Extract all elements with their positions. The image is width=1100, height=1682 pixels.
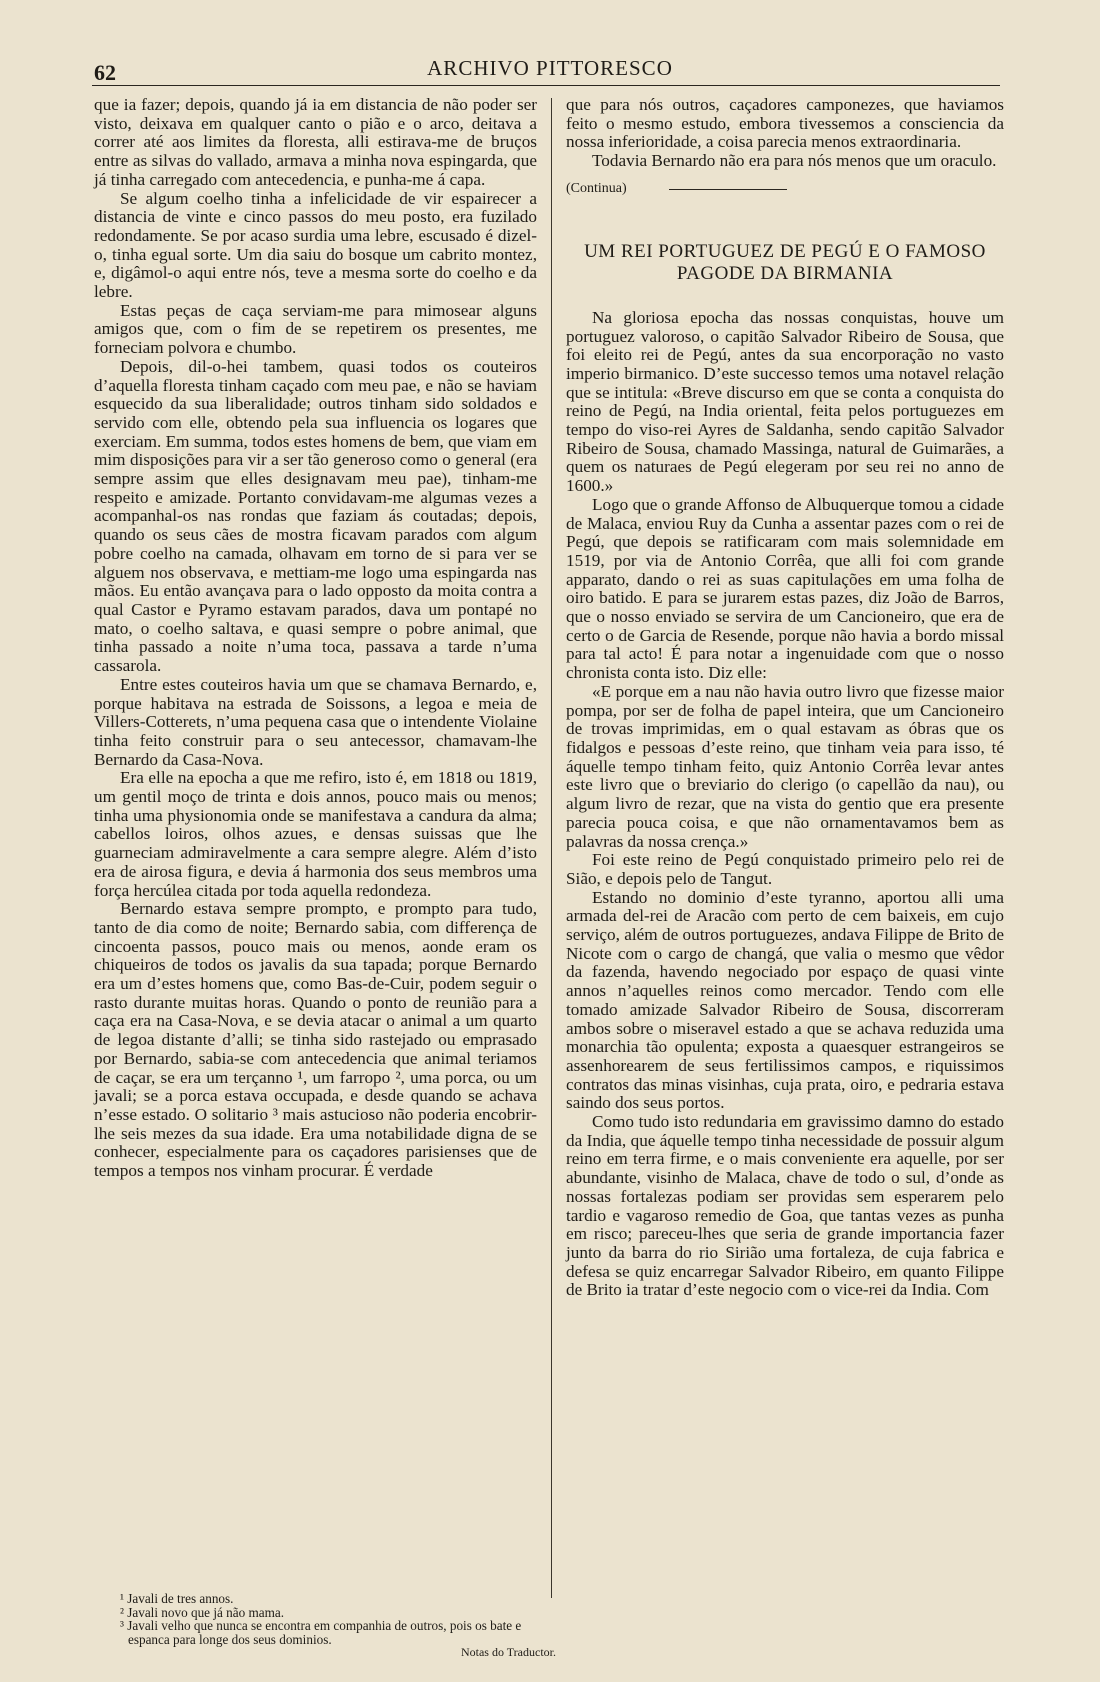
page-number: 62 xyxy=(94,60,116,85)
footnotes xyxy=(94,1592,562,1660)
paragraph: que ia fazer; depois, quando já ia em distancia de não poder ser visto, deixava em qualquer canto o pião e o arco, deitava a correr até aos limites da floresta, alli estirava-me de bruços entre as silvas do vallado, armava a minha nova espingarda, que já tinha carregado com antecedencia, e punha-me á capa. xyxy=(94,95,537,189)
article-title-line: PAGODE DA BIRMANIA xyxy=(676,262,894,284)
paragraph: Todavia Bernardo não era para nós menos que um oraculo. xyxy=(592,151,997,171)
paragraph: Foi este reino de Pegú conquistado primeiro pelo rei de Sião, e depois pelo de Tangut. xyxy=(566,850,1004,888)
left-column xyxy=(94,96,537,1181)
paragraph: Logo que o grande Affonso de Albuquerque tomou a cidade de Malaca, enviou Ruy da Cunha a assentar pazes com o rei de Pegú, que depois se ratificaram com mais solemnidade em 1519, por via de Antonio Corrêa, que alli foi com grande apparato, dando o rei as suas capitulações em uma folha de oiro batido. E para se jurarem estas pazes, diz João de Barros, que o nosso enviado se servira de um Cancioneiro, que era de certo o de Garcia de Resende, porque não havia a bordo missal para tal acto! É para notar a ingenuidade com que o nosso chronista conta isto. Diz elle: xyxy=(566,494,1004,683)
paragraph: Bernardo estava sempre prompto, e prompto para tudo, tanto de dia como de noite; Bernardo sabia, com differença de cincoenta passos, pouco mais ou menos, aonde eram os chiqueiros de todos os javalis da sua tapada; porque Bernardo era um d’estes homens que, como Bas-de-Cuir, podem seguir o rasto durante muitas horas. Quando o ponto de reunião para a caça era na Casa-Nova, e se devia atacar o animal a um quarto de legoa distante d’alli; se tinha sido rastejado ou emprasado por Bernardo, sabia-se com antecedencia que animal teriamos de caçar, se era um terçanno ¹, um farropo ², uma porca, ou um javali; se a porca estava occupada, e desde quando se achava n’esse estado. O solitario ³ mais astucioso não poderia encobrir-lhe seis mezes da sua idade. Era uma notabilidade digna de se conhecer, especialmente para os caçadores parisienses que de tempos a tempos nos vinham procurar. É verdade xyxy=(94,899,537,1181)
footnote: ¹ Javali de tres annos. xyxy=(120,1591,234,1606)
paragraph: Estando no dominio d’este tyranno, aportou alli uma armada del-rei de Aracão com perto de cem baixeis, em cujo serviço, além de outros portuguezes, andava Filippe de Brito de Nicote com o cargo de changá, que valia o mesmo que vêdor da fazenda, havendo negociado por espaço de quasi vinte annos n’aquelles reinos como mercador. Tendo com elle tomado amizade Salvador Ribeiro de Sousa, discorreram ambos sobre o miseravel estado a que se achava reduzida uma monarchia tão opulenta; exposta a quaesquer estrangeiros se assenhorearem de seus fertilissimos campos, e riquissimos contratos das minas visinhas, cuja prata, oiro, e pedraria estava saindo dos seus portos. xyxy=(566,887,1004,1113)
footnote: ² Javali novo que já não mama. xyxy=(120,1604,284,1620)
right-column xyxy=(566,96,1004,1300)
paragraph: Na gloriosa epocha das nossas conquistas, houve um portuguez valoroso, o capitão Salvador Ribeiro de Sousa, que foi eleito rei de Pegú, antes da sua encorporação no vasto imperio birmanico. D’este successo temos uma notavel relação que se intitula: «Breve discurso em que se conta a conquista do reino de Pegú, na India oriental, feita pelos portuguezes em tempo do viso-rei Ayres de Saldanha, sendo capitão Salvador Ribeiro de Sousa, chamado Massinga, natural de Guimarães, a quem os naturaes de Pegú elegeram por seu rei no anno de 1600.» xyxy=(566,307,1004,496)
continua-label: (Continua) xyxy=(566,181,627,197)
paragraph: «E porque em a nau não havia outro livro que fizesse maior pompa, por ser de folha de papel inteira, que um Cancioneiro de trovas imprimidas, em o qual estavam as óbras que os fidalgos e pessoas d’este reino, que tinham veia para isso, té áquelle tempo tinham feito, quiz Antonio Corrêa levar antes este livro que o breviario do clerigo (o capellão da nau), ou algum livro de rezar, que na vista do gentio que era presente parecia pouca coisa, e que não ornamentavamos bem as palavras da nossa crença.» xyxy=(566,681,1004,851)
continua-rule xyxy=(669,189,787,190)
paragraph: Entre estes couteiros havia um que se chamava Bernardo, e, porque habitava na estrada de Soissons, a legoa e meia de Villers-Cotterets, n’uma pequena casa que o intendente Violaine tinha feito construir para o seu antecessor, chamavam-lhe Bernardo da Casa-Nova. xyxy=(94,674,537,769)
column-divider xyxy=(551,98,552,1598)
paragraph: que para nós outros, caçadores camponezes, que haviamos feito o mesmo estudo, embora tivessemos a consciencia da nossa inferioridade, a coisa parecia menos extraordinaria. xyxy=(566,95,1004,152)
footnote-signature: Notas do Traductor. xyxy=(460,1645,556,1659)
continua-line xyxy=(566,181,1004,199)
header-rule xyxy=(92,85,1000,86)
paragraph: Depois, dil-o-hei tambem, quasi todos os couteiros d’aquella floresta tinham caçado com meu pae, e não se haviam esquecido da sua liberalidade; outros tinham sido soldados e servido com elle, obtendo pela sua influencia os logares que exerciam. Em summa, todos estes homens de bem, que viam em mim disposições para vir a ser tão generoso como o general (era sempre assim que elles designavam meu pae), tinham-me respeito e amizade. Portanto convidavam-me algumas vezes a acompanhal-os nas rondas que faziam ás coutadas; depois, quando os seus cães de mostra ficavam parados com algum pobre coelho na camada, olhavam em torno de si para ver se alguem nos observava, e mettiam-me logo uma espingarda nas mãos. Eu então avançava para o lado opposto da moita contra a qual Castor e Pyramo estavam parados, dava um pontapé no mato, o coelho saltava, e quasi sempre o pobre animal, que tinha passado a noite n’uma toca, passava a tarde n’uma cassarola. xyxy=(94,356,537,676)
paragraph: Estas peças de caça serviam-me para mimosear alguns amigos que, com o fim de se repetirem os presentes, me forneciam polvora e chumbo. xyxy=(94,300,537,358)
paragraph: Se algum coelho tinha a infelicidade de vir espairecer a distancia de vinte e cinco passos do meu posto, era fuzilado redondamente. Se por acaso surdia uma lebre, escusado é dizel-o, tinha egual sorte. Um dia saiu do bosque um cabrito montez, e, digâmol-o aqui entre nós, teve a mesma sorte do coelho e da lebre. xyxy=(94,188,537,302)
running-title: ARCHIVO PITTORESCO xyxy=(427,56,673,80)
footnote: ³ Javali velho que nunca se encontra em companhia de outros, pois os bate e espanca para longe dos seus dominios. xyxy=(120,1618,522,1647)
article-title xyxy=(566,241,1004,285)
paragraph: Como tudo isto redundaria em gravissimo damno do estado da India, que áquelle tempo tinha necessidade de possuir algum reino em terra firme, e o mais conveniente era aquelle, por ser abundante, visinho de Malaca, chave de todo o sul, d’onde as nossas fortalezas podiam ser providas sem esperarem pelo tardio e vagaroso remedio de Goa, que tantas vezes as punha em risco; pareceu-lhes que seria de grande importancia fazer junto da barra do rio Sirião uma fortaleza, de cuja fabrica e defesa se quiz encarregar Salvador Ribeiro, em quanto Filippe de Brito ia tratar d’este negocio com o vice-rei da India. Com xyxy=(566,1112,1004,1300)
paragraph: Era elle na epocha a que me refiro, isto é, em 1818 ou 1819, um gentil moço de trinta e dois annos, pouco mais ou menos; tinha uma physionomia onde se manifestava a candura da alma; cabellos loiros, olhos azues, e densas suissas que lhe guarneciam admiravelmente a cara sempre alegre. Além d’isto era de airosa figura, e devia á harmonia dos seus membros uma força hercúlea citada por toda aquella redondeza. xyxy=(94,768,537,900)
article-title-line: UM REI PORTUGUEZ DE PEGÚ E O FAMOSO xyxy=(584,240,986,262)
